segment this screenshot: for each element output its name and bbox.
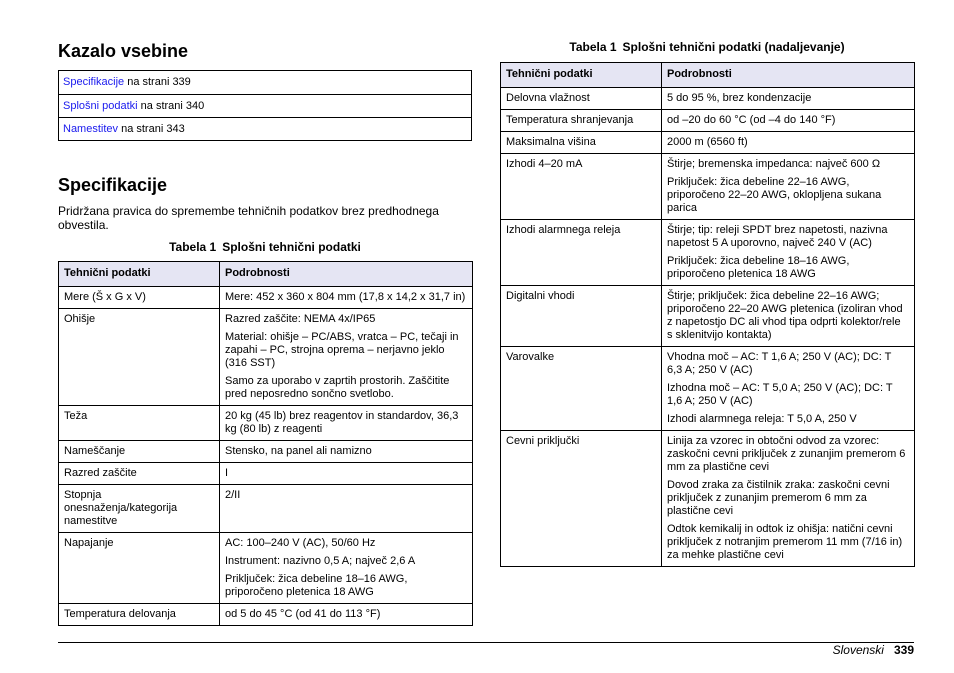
spec-details-cell	[220, 463, 473, 485]
left-column	[58, 40, 472, 626]
header-cell-podrobnosti: Podrobnosti	[662, 63, 915, 88]
spec-detail-line: Samo za uporabo v zaprtih prostorih. Zaščitite pred neposredno sončno svetlobo.	[225, 375, 450, 400]
header-cell-tehnicni-podatki: Tehnični podatki	[501, 63, 662, 88]
spec-details-cell	[662, 132, 915, 154]
toc-entry	[59, 94, 471, 117]
table-row	[59, 406, 473, 441]
table-row	[501, 88, 915, 110]
spec-label-cell: Delovna vlažnost	[501, 88, 662, 110]
toc-link-splosni-podatki[interactable]: Splošni podatki	[63, 100, 138, 112]
table-header-row	[59, 262, 473, 287]
header-cell-podrobnosti: Podrobnosti	[220, 262, 473, 287]
spec-details-cell	[220, 485, 473, 533]
table-row	[501, 431, 915, 567]
table-row	[501, 110, 915, 132]
toc-page-ref: na strani 343	[118, 123, 185, 135]
table-caption-label: Tabela 1	[569, 40, 617, 54]
spec-detail-line: Štirje; priključek: žica debeline 22–16 AWG; priporočeno 22–20 AWG pletenica (izoliran vhod z napetostjo DC ali vhod tipa odprti kolektor/rele s sklenitvijo kontakta)	[667, 290, 903, 341]
spec-detail-line: od –20 do 60 °C (od –4 do 140 °F)	[667, 114, 836, 126]
specs-table-continued	[500, 62, 915, 567]
spec-label-cell: Ohišje	[59, 309, 220, 406]
table-caption	[58, 240, 472, 254]
spec-label-cell: Nameščanje	[59, 441, 220, 463]
spec-details-cell	[662, 220, 915, 286]
page-footer	[833, 643, 914, 657]
table-row	[501, 132, 915, 154]
table-caption-label: Tabela 1	[169, 240, 217, 254]
spec-label-cell: Razred zaščite	[59, 463, 220, 485]
spec-label-cell: Varovalke	[501, 347, 662, 431]
spec-detail-line: 2000 m (6560 ft)	[667, 136, 748, 148]
spec-details-cell	[662, 431, 915, 567]
spec-detail-line: Priključek: žica debeline 18–16 AWG, priporočeno pletenica 18 AWG	[225, 573, 408, 598]
spec-detail-line: Štirje; tip: releji SPDT brez napetosti, nazivna napetost 5 A uporovno, največ 240 V (AC)	[667, 224, 888, 249]
spec-detail-line: Izhodna moč – AC: T 5,0 A; 250 V (AC); DC: T 1,6 A; 250 V (AC)	[667, 382, 893, 407]
spec-detail-line: Vhodna moč – AC: T 1,6 A; 250 V (AC); DC: T 6,3 A; 250 V (AC)	[667, 351, 892, 376]
toc-link-namestitev[interactable]: Namestitev	[63, 123, 119, 135]
table-row	[59, 441, 473, 463]
right-column	[500, 40, 914, 567]
spec-details-cell	[662, 88, 915, 110]
table-row	[501, 347, 915, 431]
specs-table	[58, 261, 473, 626]
toc-entry	[59, 117, 471, 140]
spec-detail-line: Izhodi alarmnega releja: T 5,0 A, 250 V	[667, 413, 857, 425]
table-caption	[500, 40, 914, 54]
spec-detail-line: Razred zaščite: NEMA 4x/IP65	[225, 313, 376, 325]
toc-page-ref: na strani 340	[137, 100, 205, 112]
table-caption-text: Splošni tehnični podatki (nadaljevanje)	[622, 40, 845, 54]
spec-label-cell: Maksimalna višina	[501, 132, 662, 154]
table-row	[501, 286, 915, 347]
table-row	[59, 287, 473, 309]
header-cell-tehnicni-podatki: Tehnični podatki	[59, 262, 220, 287]
spec-label-cell: Izhodi 4–20 mA	[501, 154, 662, 220]
table-row	[59, 485, 473, 533]
footer-divider	[58, 642, 914, 643]
toc-link-specifikacije[interactable]: Specifikacije	[63, 76, 125, 88]
spec-label-cell: Temperatura shranjevanja	[501, 110, 662, 132]
spec-detail-line: I	[225, 467, 229, 479]
spec-details-cell	[220, 604, 473, 626]
spec-details-cell	[662, 286, 915, 347]
spec-details-cell	[662, 110, 915, 132]
section-title-specifikacije: Specifikacije	[58, 175, 168, 195]
spec-detail-line: AC: 100–240 V (AC), 50/60 Hz	[225, 537, 376, 549]
spec-detail-line: 2/II	[225, 489, 241, 501]
table-row	[59, 309, 473, 406]
toc-box	[58, 70, 472, 141]
spec-detail-line: Odtok kemikalij in odtok iz ohišja: natični cevni priključek z notranjim premerom 11 mm (7/16 in) za mehke plastične cevi	[667, 523, 903, 561]
table-row	[59, 533, 473, 604]
spec-detail-line: Mere: 452 x 360 x 804 mm (17,8 x 14,2 x 31,7 in)	[225, 291, 466, 303]
spec-details-cell	[220, 287, 473, 309]
spec-label-cell: Temperatura delovanja	[59, 604, 220, 626]
spec-label-cell: Izhodi alarmnega releja	[501, 220, 662, 286]
spec-detail-line: Material: ohišje – PC/ABS, vratca – PC, tečaji in zapahi – PC, strojna oprema – nerjavno jeklo (316 SST)	[225, 331, 459, 369]
spec-detail-line: 5 do 95 %, brez kondenzacije	[667, 92, 812, 104]
spec-details-cell	[220, 533, 473, 604]
toc-title: Kazalo vsebine	[58, 41, 189, 61]
spec-detail-line: Dovod zraka za čistilnik zraka: zaskočni cevni priključek z zunanjim premerom 6 mm za plastične cevi	[667, 479, 890, 517]
spec-detail-line: Priključek: žica debeline 22–16 AWG, priporočeno 22–20 AWG, okloplјena sukana parica	[667, 176, 882, 214]
spec-detail-line: Štirje; bremenska impedanca: največ 600 Ω	[667, 158, 881, 170]
spec-detail-line: 20 kg (45 lb) brez reagentov in standardov, 36,3 kg (80 lb) z reagenti	[225, 410, 459, 435]
toc-page-ref: na strani 339	[124, 76, 191, 88]
spec-details-cell	[220, 406, 473, 441]
spec-details-cell	[662, 154, 915, 220]
spec-label-cell: Mere (Š x G x V)	[59, 287, 220, 309]
intro-paragraph: Pridržana pravica do spremembe tehničnih podatkov brez predhodnega obvestila.	[58, 204, 439, 232]
spec-label-cell: Digitalni vhodi	[501, 286, 662, 347]
table-row	[59, 604, 473, 626]
table-row	[59, 463, 473, 485]
table-caption-text: Splošni tehnični podatki	[222, 240, 361, 254]
spec-detail-line: Stensko, na panel ali namizno	[225, 445, 372, 457]
spec-detail-line: Linija za vzorec in obtočni odvod za vzorec: zaskočni cevni priključek z zunanjim premerom 6 mm za plastične cevi	[667, 435, 906, 473]
spec-detail-line: Instrument: nazivno 0,5 A; največ 2,6 A	[225, 555, 416, 567]
spec-label-cell: Napajanje	[59, 533, 220, 604]
spec-details-cell	[220, 441, 473, 463]
spec-label-cell: Teža	[59, 406, 220, 441]
spec-detail-line: Priključek: žica debeline 18–16 AWG, priporočeno pletenica 18 AWG	[667, 255, 850, 280]
page-number: 339	[893, 643, 914, 657]
spec-label-cell: Stopnja onesnaženja/kategorija namestitve	[59, 485, 220, 533]
footer-language: Slovenski	[832, 643, 884, 657]
table-row	[501, 154, 915, 220]
table-row	[501, 220, 915, 286]
toc-entry	[59, 71, 471, 94]
spec-detail-line: od 5 do 45 °C (od 41 do 113 °F)	[225, 608, 381, 620]
spec-details-cell	[662, 347, 915, 431]
spec-label-cell: Cevni priključki	[501, 431, 662, 567]
spec-details-cell	[220, 309, 473, 406]
table-header-row	[501, 63, 915, 88]
